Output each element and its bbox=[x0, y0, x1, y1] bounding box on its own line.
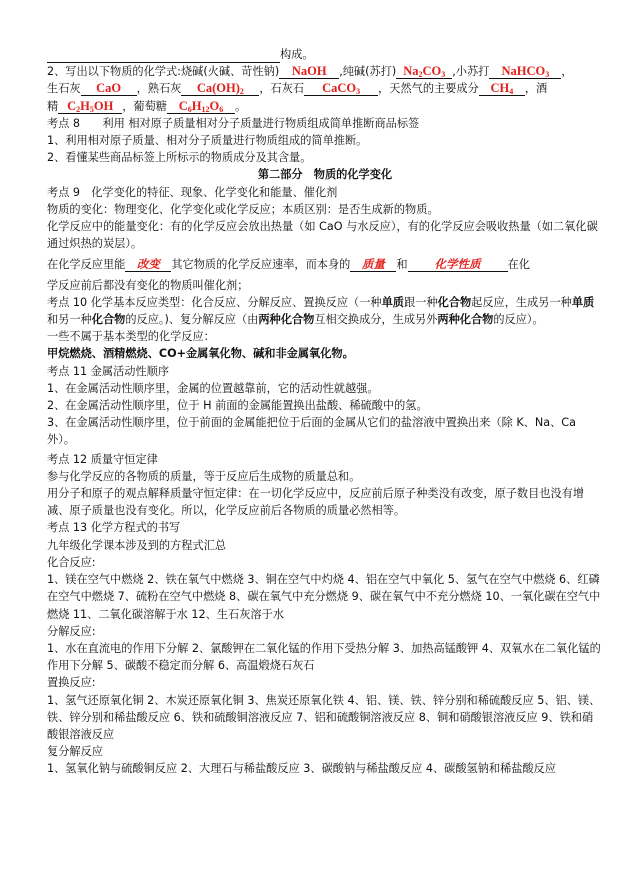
text: 在化学反应里能 bbox=[47, 258, 126, 272]
text-line bbox=[47, 46, 603, 63]
text: 构成。 bbox=[280, 48, 314, 61]
document-page bbox=[47, 46, 603, 778]
answer-c2h5oh: $C_2H_5OH$ bbox=[58, 99, 122, 114]
text: ， bbox=[561, 65, 573, 79]
text-line: 2、看懂某些商品标签上所标示的物质成分及其含量。 bbox=[47, 151, 312, 165]
answer-blank bbox=[47, 50, 280, 63]
answer-naoh: NaOH bbox=[279, 64, 339, 79]
answer-nahco3: NaHCO$_3$ bbox=[489, 64, 561, 79]
text-line: 2、在金属活动性顺序里，位于 H 前面的金属能置换出盐酸、稀硫酸中的氢。 bbox=[47, 399, 428, 413]
text-line: 1、氢氧化钠与硫酸铜反应 2、大理石与稀盐酸反应 3、碳酸钠与稀盐酸反应 4、碳酸氢钠和稀盐酸反应 bbox=[47, 762, 557, 776]
section-k10-paragraph: 考点 10 化学基本反应类型：化合反应、分解反应、置换反应（一种单质跟一种化合物起反应，生成另一种单质和另一种化合物的反应。)、复分解反应（由两种化合物互相交换成分，生成另外两种化合物的反应）。 bbox=[47, 295, 595, 327]
text: ，酒 bbox=[524, 82, 548, 96]
text-paragraph: 1、镁在空气中燃烧 2、铁在氧气中燃烧 3、铜在空气中灼烧 4、铝在空气中氧化 5、氢气在空气中燃烧 6、红磷在空气中燃烧 7、硫粉在空气中燃烧 8、碳在氧气中充分燃烧 9、碳在氧气中不充分燃烧 10、一氧化碳在空气中燃烧 11、二氧化碳溶解于水 12、生石灰溶于水 bbox=[47, 573, 601, 621]
subheading-displacement: 置换反应: bbox=[47, 676, 96, 690]
answer-change: 改变 bbox=[125, 257, 171, 272]
answer-glucose: $C_6H_{12}O_6$ bbox=[167, 99, 235, 114]
text: 。 bbox=[234, 99, 247, 113]
part-title: 第二部分 物质的化学变化 bbox=[257, 168, 393, 182]
answer-chemical-property: 化学性质 bbox=[408, 257, 508, 272]
section-heading-k8: 考点 8 利用 相对原子质量相对分子质量进行物质组成简单推断商品标签 bbox=[47, 116, 420, 130]
answer-ch4: $CH_4$ bbox=[479, 81, 525, 96]
subheading-double-decomposition: 复分解反应 bbox=[47, 745, 103, 759]
text-paragraph: 用分子和原子的观点解释质量守恒定律：在一切化学反应中，反应前后原子种类没有改变，原子数目也没有增减、原子质量也没有变化。所以，化学反应前后各物质的质量必然相等。 bbox=[47, 487, 585, 518]
text-line: 一些不属于基本类型的化学反应： bbox=[47, 330, 215, 344]
text-paragraph: 3、在金属活动性顺序里，位于前面的金属能把位于后面的金属从它们的盐溶液中置换出来（除 K、Na、Ca 外）。 bbox=[47, 416, 576, 447]
text-line: 学反应前后都没有变化的物质叫催化剂； bbox=[47, 278, 249, 292]
text: ，石灰石 bbox=[259, 82, 305, 96]
text-line bbox=[47, 256, 603, 273]
text: ,纯碱(苏打) bbox=[339, 65, 397, 79]
text-line bbox=[47, 80, 603, 97]
answer-cao: CaO bbox=[81, 81, 137, 96]
text: ，天然气的主要成分 bbox=[378, 82, 479, 96]
text-line bbox=[47, 98, 603, 115]
answer-caoh2: $Ca(OH)_2$ bbox=[181, 81, 259, 96]
section-heading-k13: 考点 13 化学方程式的书写 bbox=[47, 521, 181, 535]
answer-caco3: CaCO$_3$ bbox=[304, 81, 378, 96]
subheading-decomposition: 分解反应: bbox=[47, 624, 96, 638]
text: ,小苏打 bbox=[452, 65, 490, 79]
text: 生石灰 bbox=[47, 82, 81, 96]
bold-line: 甲烷燃烧、酒精燃烧、CO+金属氧化物、碱和非金属氧化物。 bbox=[47, 347, 354, 361]
text-line: 1、在金属活动性顺序里，金属的位置越靠前，它的活动性就越强。 bbox=[47, 381, 379, 395]
text: 其它物质的化学反应速率，而本身的 bbox=[171, 258, 351, 272]
text: 精 bbox=[47, 99, 59, 113]
text: ，葡萄糖 bbox=[122, 99, 167, 113]
text-paragraph: 1、氢气还原氧化铜 2、木炭还原氧化铜 3、焦炭还原氧化铁 4、铝、镁、铁、锌分别和稀硫酸反应 5、铝、镁、铁、锌分别和稀盐酸反应 6、铁和硫酸铜溶液反应 7、铝和硫酸铜溶液反应 8、铜和硝酸银溶液反应 9、铁和硝酸银溶液反应 bbox=[47, 693, 601, 741]
text: ，熟石灰 bbox=[136, 82, 182, 96]
text: 在化 bbox=[507, 258, 530, 272]
text-paragraph: 化学反应中的能量变化：有的化学反应会放出热量（如 CaO 与水反应），有的化学反应会吸收热量（如二氧化碳通过炽热的炭层）。 bbox=[47, 220, 598, 251]
section-heading-k9: 考点 9 化学变化的特征、现象、化学变化和能量、催化剂 bbox=[47, 185, 338, 199]
text-line bbox=[47, 63, 603, 80]
section-heading-k11: 考点 11 金属活动性顺序 bbox=[47, 364, 170, 378]
text: 2、写出以下物质的化学式:烧碱(火碱、苛性钠) bbox=[47, 65, 280, 79]
text-line: 1、利用相对原子质量、相对分子质量进行物质组成的简单推断。 bbox=[47, 134, 368, 148]
text-line: 参与化学反应的各物质的质量，等于反应后生成物的质量总和。 bbox=[47, 469, 361, 483]
answer-mass: 质量 bbox=[350, 257, 396, 272]
text-line: 物质的变化：物理变化、化学变化或化学反应；本质区别：是否生成新的物质。 bbox=[47, 202, 439, 216]
answer-na2co3: $Na_2CO_3$ bbox=[396, 64, 452, 79]
subheading-combination: 化合反应: bbox=[47, 555, 96, 569]
text-paragraph: 1、水在直流电的作用下分解 2、氯酸钾在二氧化锰的作用下受热分解 3、加热高锰酸钾 4、双氧水在二氧化锰的作用下分解 5、碳酸不稳定而分解 6、高温煅烧石灰石 bbox=[47, 641, 601, 673]
section-heading-k12: 考点 12 质量守恒定律 bbox=[47, 452, 158, 466]
text-line: 九年级化学课本涉及到的方程式汇总 bbox=[47, 538, 227, 552]
text: 和 bbox=[396, 258, 408, 272]
